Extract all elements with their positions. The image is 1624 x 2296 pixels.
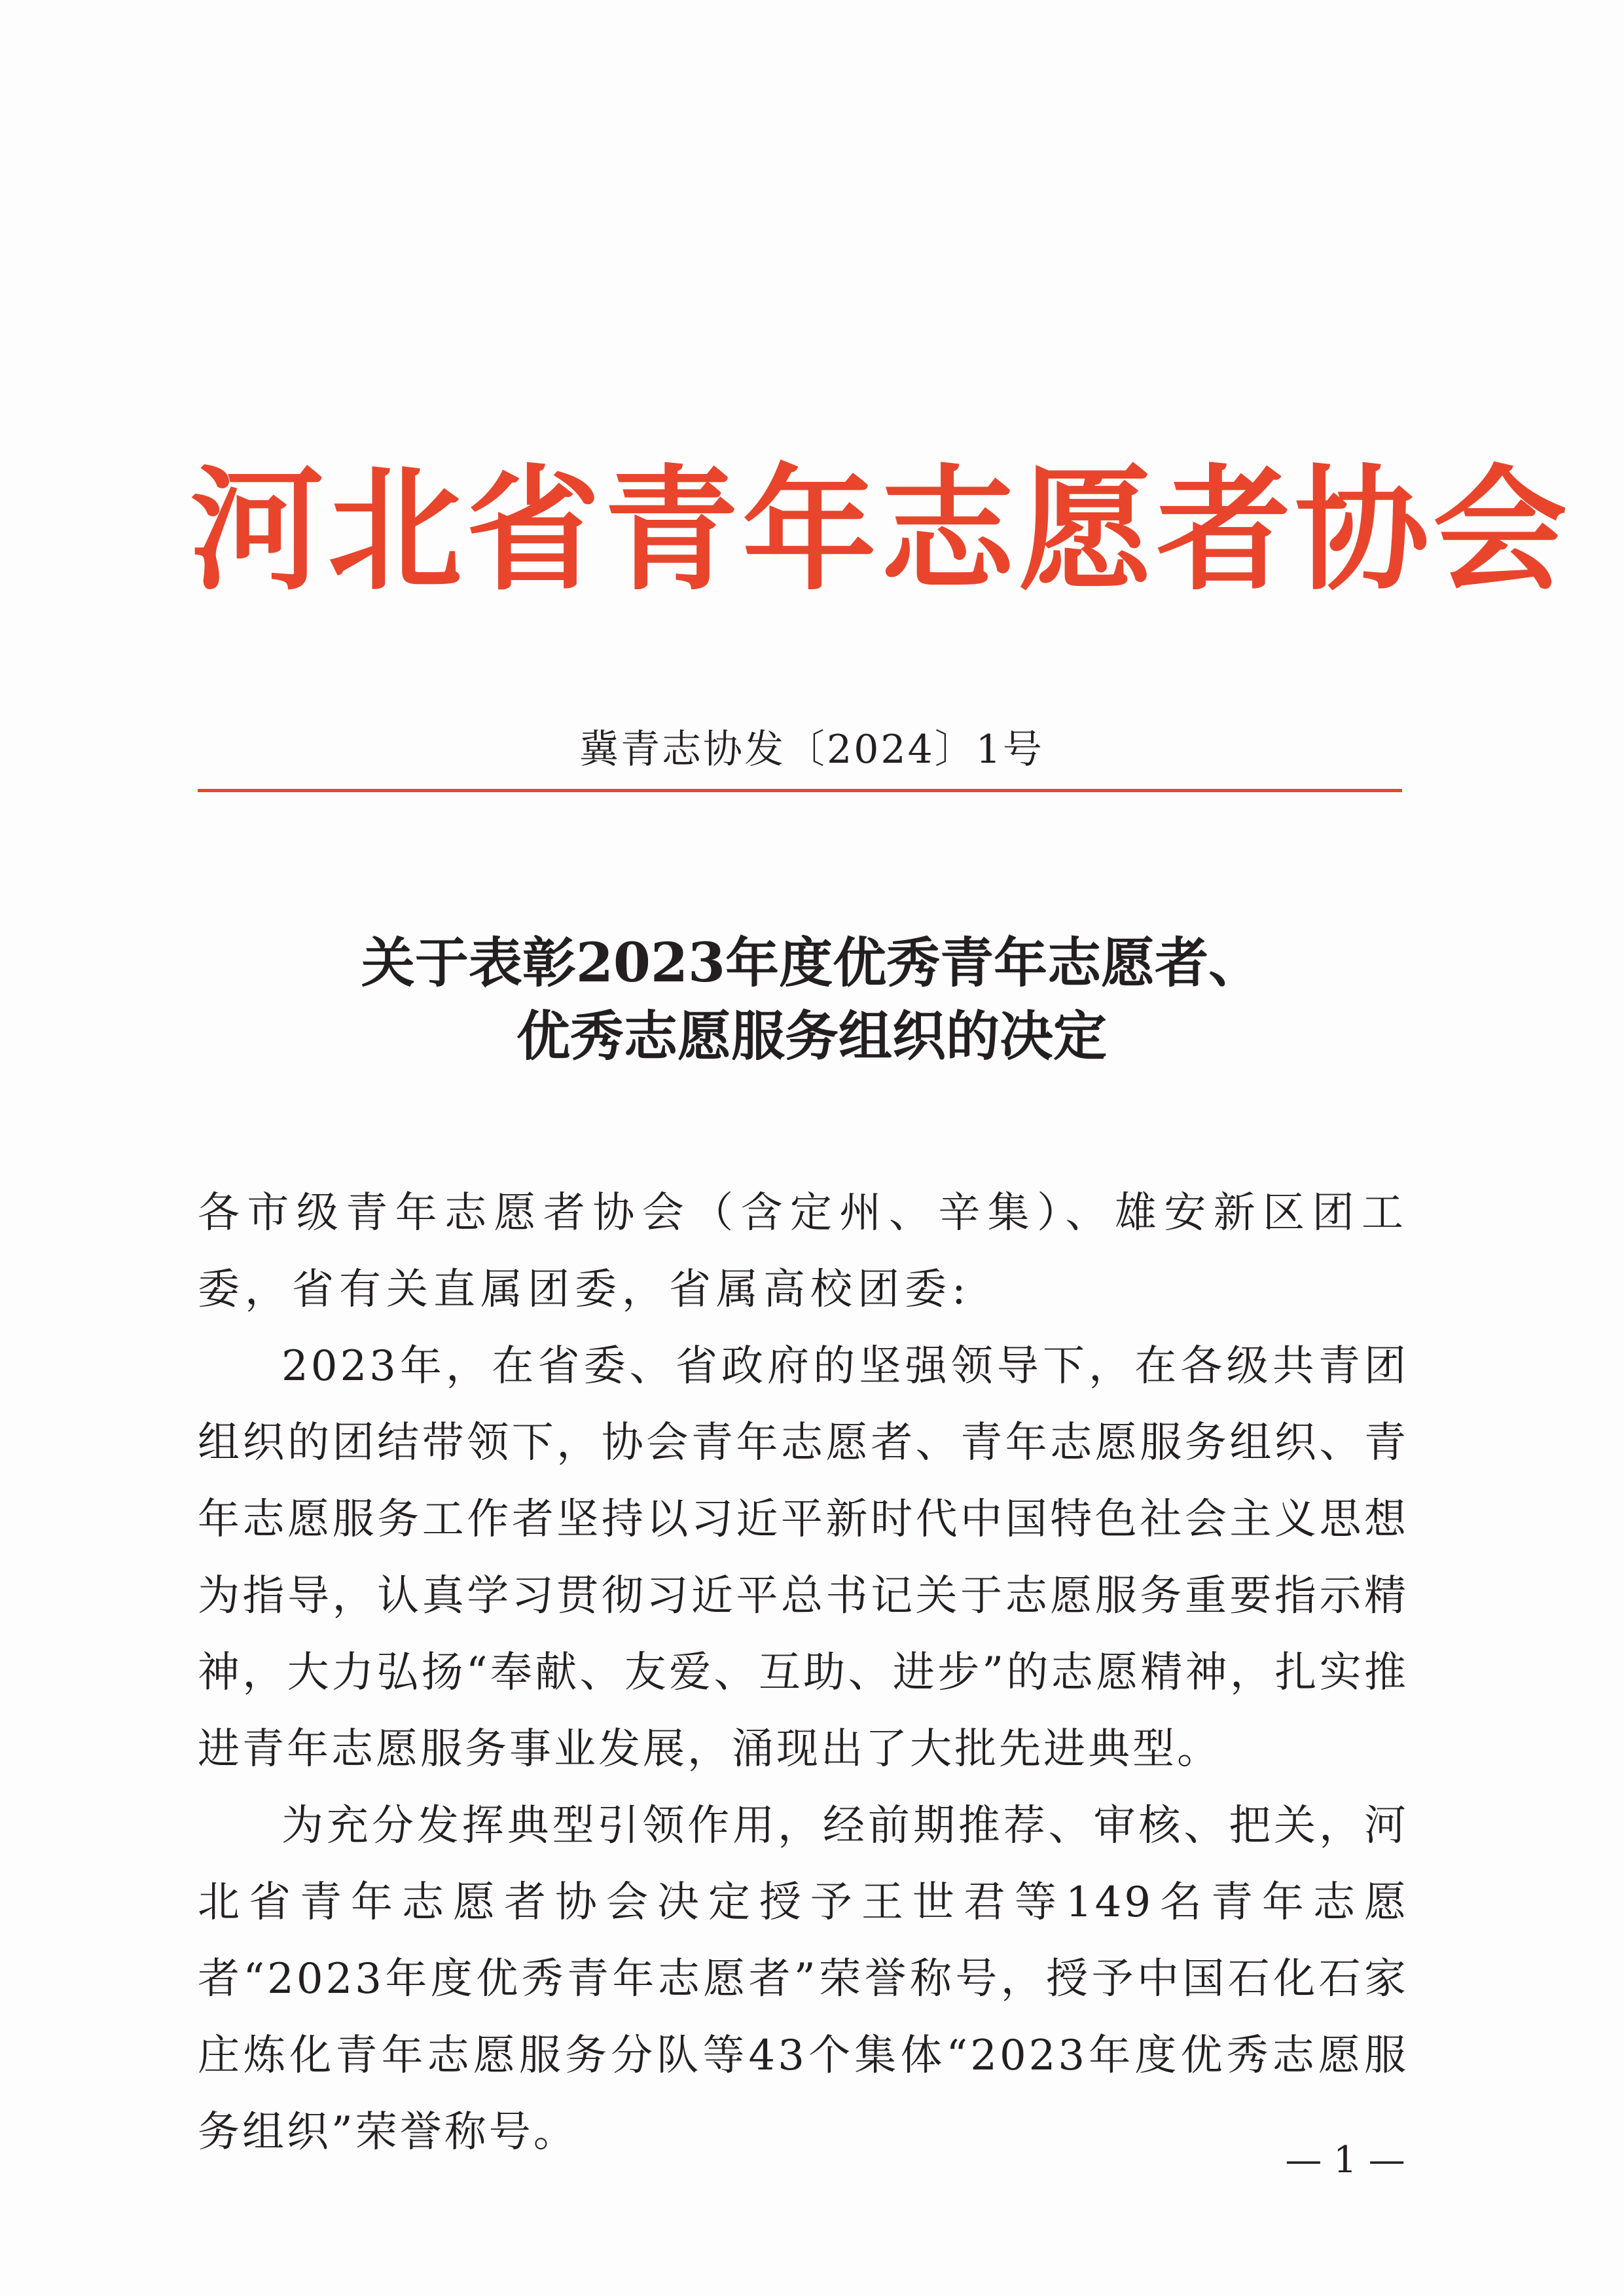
document-body [198, 1175, 1409, 2171]
document-title-line-2: 优秀志愿服务组织的决定 [516, 1005, 1107, 1068]
salutation: 各市级青年志愿者协会（含定州、辛集）、雄安新区团工委，省有关直属团委，省属高校团委: [198, 1189, 1409, 1314]
body-paragraph-1: 2023年，在省委、省政府的坚强领导下，在各级共青团组织的团结带领下，协会青年志愿者、青年志愿服务组织、青年志愿服务工作者坚持以习近平新时代中国特色社会主义思想为指导，认真学习贯彻习近平总书记关于志愿服务重要指示精神，大力弘扬“奉献、友爱、互助、进步”的志愿精神，扎实推进青年志愿服务事业发展，涌现出了大批先进典型。 [198, 1342, 1409, 1774]
document-title [196, 926, 1427, 1073]
document-number: 冀青志协发〔2024〕1号 [579, 727, 1044, 773]
red-separator-line [198, 789, 1402, 792]
issuing-organization-header: 河北省青年志愿者协会 [190, 452, 1571, 609]
document-title-line-1: 关于表彰2023年度优秀青年志愿者、 [361, 932, 1263, 994]
page-number: — 1 — [1285, 2139, 1405, 2181]
body-paragraph-2: 为充分发挥典型引领作用，经前期推荐、审核、把关，河北省青年志愿者协会决定授予王世君等149名青年志愿者“2023年度优秀青年志愿者”荣誉称号，授予中国石化石家庄炼化青年志愿服务分队等43个集体“2023年度优秀志愿服务组织”荣誉称号。 [198, 1802, 1409, 2157]
